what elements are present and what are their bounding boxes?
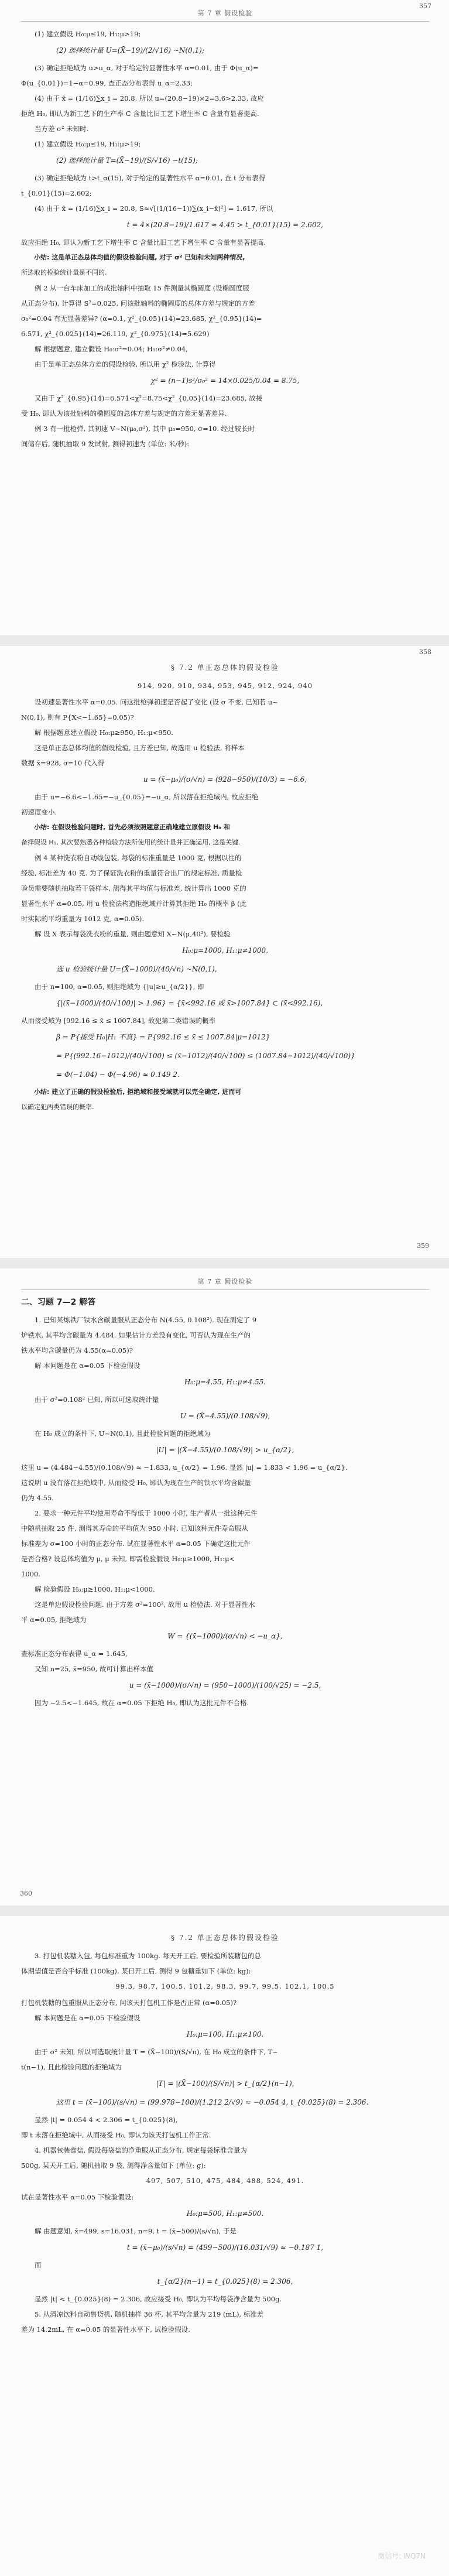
exercise-line: 4. 机器包装食盐, 假设每袋盐的净重服从正态分布, 规定每袋标准含量为 xyxy=(35,2146,247,2154)
watermark: 微信号: WQ7N xyxy=(378,2552,426,2560)
text-line: 初速度变小. xyxy=(21,808,57,816)
text-line: 查标准正态分布表得 u_α = 1.645, xyxy=(21,1650,128,1658)
text-line: 因为 −2.5<−1.645, 故在 α=0.05 下拒绝 H₀, 即认为这批元件不合格. xyxy=(35,1699,249,1707)
text-line: 显然 |t| = 0.054 4 < 2.306 = t_{0.025}(8), xyxy=(35,2116,178,2124)
running-head: 第 7 章 假设检验 xyxy=(21,8,429,22)
exercise-line: 1. 已知某炼铁厂铁水含碳量服从正态分布 N(4.55, 0.108²). 现在测定了 9 xyxy=(35,1316,257,1324)
text-line: 炉铁水, 其平均含碳量为 4.484. 如果估计方差没有变化, 可否认为现在生产的 xyxy=(21,1331,251,1339)
text-line: 显著性水平 α=0.05, 用 u 检验法构造拒绝域并计算其拒绝 H₀ 的概率 β (此 xyxy=(21,899,247,908)
running-head: 第 7 章 假设检验 xyxy=(21,1277,429,1290)
summary-line: 小结: 在假设检验问题时, 首先必须按照题意正确地建立原假设 H₀ 和 xyxy=(34,823,230,831)
summary-line: 备择假设 H₁, 其次要熟悉各种检验方法所使用的统计量并正确运用, 这是关键. xyxy=(21,839,241,846)
text-line: 设初速显著性水平 α=0.05. 问这批枪弹初速是否起了变化 (设 σ 不变, 已知若 u~ xyxy=(35,698,278,706)
summary-line: 小结: 这是单正态总体均值的假设检验问题, 对于 σ² 已知和未知两种情况, xyxy=(34,254,245,261)
text-line: 验员需要随机抽取若干袋样本, 测得其平均值与标准差, 统计算出 1000 克的 xyxy=(21,884,246,892)
exercise-line: 3. 打包机装糖入包, 每包标准重为 100kg. 每天开工后, 要检验所装糖包的总 xyxy=(35,1952,261,1960)
text-line: 又知 n=25, x̄=950, 故可计算出样本值 xyxy=(35,1665,154,1673)
data-row: 497, 507, 510, 475, 484, 488, 524, 491. xyxy=(146,2177,304,2185)
formula: β = P{接受 H₀|H₁ 不真} = P{992.16 ≤ x̄ ≤ 1007.84|μ=1012} xyxy=(56,1033,270,1041)
document-page-4 xyxy=(0,1916,449,2576)
exercise-line: 2. 要求一种元件平均使用寿命不得低于 1000 小时, 生产者从一批这种元件 xyxy=(35,1509,258,1517)
text-line: 6.571, χ²_{0.025}(14)=26.119, χ²_{0.975}(14)=5.629) xyxy=(21,330,210,338)
text-line: 500g, 某天开工后, 随机抽取 9 袋, 测得净含量如下 (单位: g): xyxy=(21,2161,206,2170)
text-line: 这里 u = (4.484−4.55)/(0.108/√9) ≈ −1.833, u_{α/2} = 1.96. 显然 |u| = 1.833 < 1.96 = u_{α/2}. xyxy=(21,1463,348,1472)
text-line: 差为 14.2mL, 在 α=0.05 的显著性水平下, 试检验假设. xyxy=(21,2325,190,2334)
document-page-1 xyxy=(0,0,449,635)
formula: u = (x̄−1000)/(σ/√n) = (950−1000)/(100/√25) = −2.5, xyxy=(129,1681,321,1689)
text-line: 由于 u=−6.6<−1.65=−u_{0.05}=−u_α, 所以落在拒绝域内, 故应拒绝 xyxy=(35,793,258,801)
document-page-3 xyxy=(0,1268,449,1906)
text-line: 拒绝 H₀, 即认为新工艺下的生产率 C 含量比旧工艺下增生率 C 含量有显著提高. xyxy=(21,110,259,118)
formula: = Φ(−1.04) − Φ(−4.96) ≈ 0.149 2. xyxy=(56,1070,180,1079)
data-row: 914, 920, 910, 934, 953, 945, 912, 924, 940 xyxy=(137,682,313,690)
text-line: 间储存后, 随机抽取 9 发试射, 测得初速为 (单位: 米/秒): xyxy=(21,440,190,448)
text-line: 标准差为 σ=100 小时的正态分布. 试在显著性水平 α=0.05 下确定这批元件 xyxy=(21,1540,251,1548)
formula: (2) 选择统计量 T=(X̄−19)/(S/√16) ~t(15); xyxy=(56,156,198,165)
text-line: 由于 σ²=0.108² 已知, 所以可选取统计量 xyxy=(35,1395,159,1404)
text-line: 时实际的平均重量为 1012 克, α=0.05). xyxy=(21,915,145,923)
text-line: 受 H₀, 即认为该批轴料的椭圆度的总体方差与规定的方差无显著差异. xyxy=(21,409,227,418)
text-line: 从正态分布), 计算得 S²=0.025, 问该批轴料的椭圆度的总体方差与规定的方差 xyxy=(21,299,255,307)
formula: H₀:μ=100, H₁:μ≠100. xyxy=(186,2030,264,2038)
formula: = P{(992.16−1012)/(40/√100) ≤ (x̄−1012)/(40/√100) ≤ (1007.84−1012)/(40/√100)} xyxy=(56,1052,355,1060)
formula: H₀:μ=1000, H₁:μ≠1000, xyxy=(182,946,268,955)
formula: |T| = |(X̄−100)/(S/√n)| > t_{α/2}(n−1), xyxy=(156,2079,294,2088)
formula: t = 4×(20.8−19)/1.617 ≈ 4.45 > t_{0.01}(15) = 2.602, xyxy=(126,221,324,229)
text-line: (1) 建立假设 H₀:μ≤19, H₁:μ>19; xyxy=(35,140,141,148)
formula: W = {(x̄−1000)/(σ/√n) < −u_α}, xyxy=(167,1632,283,1640)
text-line: 铁水平均含碳量仍为 4.55(α=0.05)? xyxy=(21,1346,133,1354)
solution-line: 解 设 X 表示每袋洗衣粉的重量, 则由题意知 X~N(μ,40²), 要检验 xyxy=(35,930,231,938)
formula: U = (X̄−4.55)/(0.108/√9), xyxy=(180,1412,270,1420)
formula: u = (x̄−μ₀)/(σ/√n) = (928−950)/(10/3) = −6.6, xyxy=(143,775,307,784)
text-line: 这说明 u 没有落在拒绝域中, 从而接受 H₀, 即认为现在生产的铁水平均含碳量 xyxy=(21,1479,251,1487)
text-line: σ₀²=0.04 有无显著差异? (α=0.1, χ²_{0.05}(14)=23.685, χ²_{0.95}(14)= xyxy=(21,314,262,323)
formula: H₀:μ=4.55, H₁:μ≠4.55. xyxy=(184,1378,266,1386)
text-line: 平 α=0.05, 拒绝域为 xyxy=(21,1616,87,1624)
running-head: § 7.2 单正态总体的假设检验 xyxy=(171,1934,279,1942)
example-line: 例 4 某种洗衣粉自动线包装, 每袋的标准重量是 1000 克, 根据以往的 xyxy=(35,854,242,862)
summary-line: 以确定犯两类错误的概率. xyxy=(21,1103,94,1111)
text-line: 在 H₀ 成立的条件下, U~N(0,1), 且此检验问题的拒绝域为 xyxy=(35,1429,211,1438)
text-line: N(0,1), 则有 P{X<−1.65}=0.05)? xyxy=(21,713,134,721)
text-line: 又由于 χ²_{0.95}(14)=6.571<χ²=8.75<χ²_{0.05}(14)=23.685, 故接 xyxy=(35,394,263,402)
formula: t_{α/2}(n−1) = t_{0.025}(8) = 2.306, xyxy=(157,2277,293,2286)
text-line: 当方差 σ² 未知时. xyxy=(35,125,89,133)
section-heading: 二、习题 7—2 解答 xyxy=(21,1298,96,1307)
summary-line: 所选取的检验统计量是不同的. xyxy=(21,269,107,276)
page-number-bottom: 359 xyxy=(417,1242,429,1250)
text-line: 是否合格? 设总体均值为 μ, μ 未知, 即需检验假设 H₀:μ≥1000, H₁:μ< xyxy=(21,1555,235,1563)
text-line: (3) 确定拒绝域为 u>u_α, 对于给定的显著性水平 α=0.01, 由于 Φ(u_α)= xyxy=(35,64,259,72)
running-head: § 7.2 单正态总体的假设检验 xyxy=(171,663,279,672)
text-line: 中随机抽取 25 件, 测得其寿命的平均值为 950 小时. 已知该种元件寿命服从 xyxy=(21,1524,248,1532)
summary-line: 小结: 建立了正确的假设检验后, 拒绝域和接受域就可以完全确定, 进而可 xyxy=(34,1088,242,1096)
exercise-line: 5. 从清凉饮料自动售货机, 随机抽样 36 杯, 其平均含量为 219 (mL), 标准差 xyxy=(35,2310,264,2318)
formula: {|(x̄−1000)/(40/√100)| > 1.96} = {x̄<992.16 或 x̄>1007.84} ⊂ (x̄<992.16), xyxy=(56,999,323,1007)
page-number-bottom: 360 xyxy=(20,1890,32,1897)
text-line: 由于是单正态总体方差的假设检验, 所以用 χ² 检验法, 计算得 xyxy=(35,360,216,368)
text-line: 显然 |t| < t_{0.025}(8) = 2.306, 故应接受 H₀, 即认为平均每袋净含量为 500g. xyxy=(35,2295,282,2303)
text-line: Φ(u_{0.01})=1−α=0.99, 查正态分布表得 u_α=2.33; xyxy=(21,79,193,87)
solution-line: 解 检验假设 H₀:μ≥1000, H₁:μ<1000. xyxy=(35,1585,155,1593)
text-line: t(n−1), 且此检验问题的拒绝域为 xyxy=(21,2063,122,2071)
solution-line: 解 由题意知, x̄=499, s=16.031, n=9, t = (x̄−500)/(s/√n), 于是 xyxy=(35,2227,237,2235)
solution-line: 解 本问题是在 α=0.05 下检验假设 xyxy=(35,1361,140,1370)
text-line: 经验, 标准差为 40 克. 为了保证洗衣粉的重量符合出厂的规定标准, 质量检 xyxy=(21,869,242,877)
data-row: 99.3, 98.7, 100.5, 101.2, 98.3, 99.7, 99.5, 102.1, 100.5 xyxy=(115,1982,335,1990)
solution-line: 解 根据题意建立假设 H₀:μ≥950, H₁:μ<950. xyxy=(35,728,173,737)
text-line: 而 xyxy=(35,2261,42,2269)
formula: H₀:μ=500, H₁:μ≠500. xyxy=(186,2209,264,2218)
text-line: (3) 确定拒绝域为 t>t_α(15), 对于给定的显著性水平 α=0.01, 查 t 分布表得 xyxy=(35,174,266,182)
text-line: 这是单边假设检验问题. 由于方差 σ²=100², 故用 u 检验法. 对于显著性水 xyxy=(35,1600,255,1609)
text-line: 仍为 4.55. xyxy=(21,1494,54,1502)
text-line: 打包机装糖的包重服从正态分布, 问该天打包机工作是否正常 (α=0.05)? xyxy=(21,1999,237,2007)
text-line: 故应拒绝 H₀, 即认为新工艺下增生率 C 含量比旧工艺下增生率 C 含量有显著提高. xyxy=(21,238,266,247)
page-number: 358 xyxy=(419,648,431,656)
page-number: 357 xyxy=(419,2,431,10)
example-line: 例 2 从一台车床加工的成批轴料中抽取 15 件测量其椭圆度 (设椭圆度服 xyxy=(35,284,249,292)
example-line: 例 3 有一批枪弹, 其初速 V~N(μ₀,σ²), 其中 μ₀=950, σ=10. 经过较长时 xyxy=(35,425,255,433)
formula: (2) 选择统计量 U=(X̄−19)/(2/√16) ~N(0,1); xyxy=(56,46,204,54)
formula: χ² = (n−1)s²/σ₀² = 14×0.025/0.04 = 8.75, xyxy=(150,377,300,385)
formula: t = (x̄−μ₀)/(s/√n) = (499−500)/(16.031/√9) ≈ −0.187 1, xyxy=(126,2243,324,2252)
text-line: 从而接受域为 [992.16 ≤ x̄ ≤ 1007.84], 故犯第二类错误的概率 xyxy=(21,1017,216,1025)
solution-line: 解 本问题是在 α=0.05 下检验假设 xyxy=(35,2014,140,2022)
text-line: 数据 x̄=928, σ=10 代入得 xyxy=(21,759,105,767)
text-line: 1000. xyxy=(21,1570,40,1578)
text-line: 由于 σ² 未知, 所以可选取统计量 T = (X̄−100)/(S/√n), 在 H₀ 成立的条件下, T~ xyxy=(35,2048,278,2056)
formula: 选 u 检验统计量 U=(X̄−1000)/(40/√n) ~N(0,1), xyxy=(56,965,217,973)
text-line: (1) 建立假设 H₀:μ≤19, H₁:μ>19; xyxy=(35,30,141,38)
text-line: 体期望值是否合乎标准 (100kg). 某日开工后, 测得 9 包糖重如下 (单位: kg): xyxy=(21,1967,251,1975)
text-line: 这是单正态总体均值的假设检验, 且方差已知, 故选用 u 检验法, 将样本 xyxy=(35,744,245,752)
solution-line: 解 根据题意, 建立假设 H₀:σ²=0.04; H₁:σ²≠0.04, xyxy=(35,345,188,353)
document-page-2 xyxy=(0,646,449,1258)
text-line: 试在显著性水平 α=0.05 下检验假设: xyxy=(21,2193,134,2201)
text-line: 由于 n=100, α=0.05, 则拒绝域为 {|u|≥u_{α/2}}, 即 xyxy=(35,983,204,991)
formula: 这里 t = (x̄−100)/(s/√n) = (99.978−100)/(1.212 2/√9) ≈ −0.054 4, t_{0.025}(8) = 2.306. xyxy=(56,2098,369,2106)
text-line: (4) 由于 x̄ = (1/16)∑x_i = 20.8, S≈√[(1/(16−1))∑(x_i−x̄)²] = 1.617, 所以 xyxy=(35,204,273,213)
text-line: t_{0.01}(15)=2.602; xyxy=(21,189,92,197)
formula: |U| = |(X̄−4.55)/(0.108/√9)| > u_{α/2}, xyxy=(156,1446,294,1454)
text-line: 即 t 未落在拒绝域中, 从而接受 H₀, 即认为该天打包机工作正常. xyxy=(21,2131,211,2139)
text-line: (4) 由于 x̄ = (1/16)∑x_i = 20.8, 所以 u=(20.8−19)×2=3.6>2.33, 故应 xyxy=(35,94,264,102)
